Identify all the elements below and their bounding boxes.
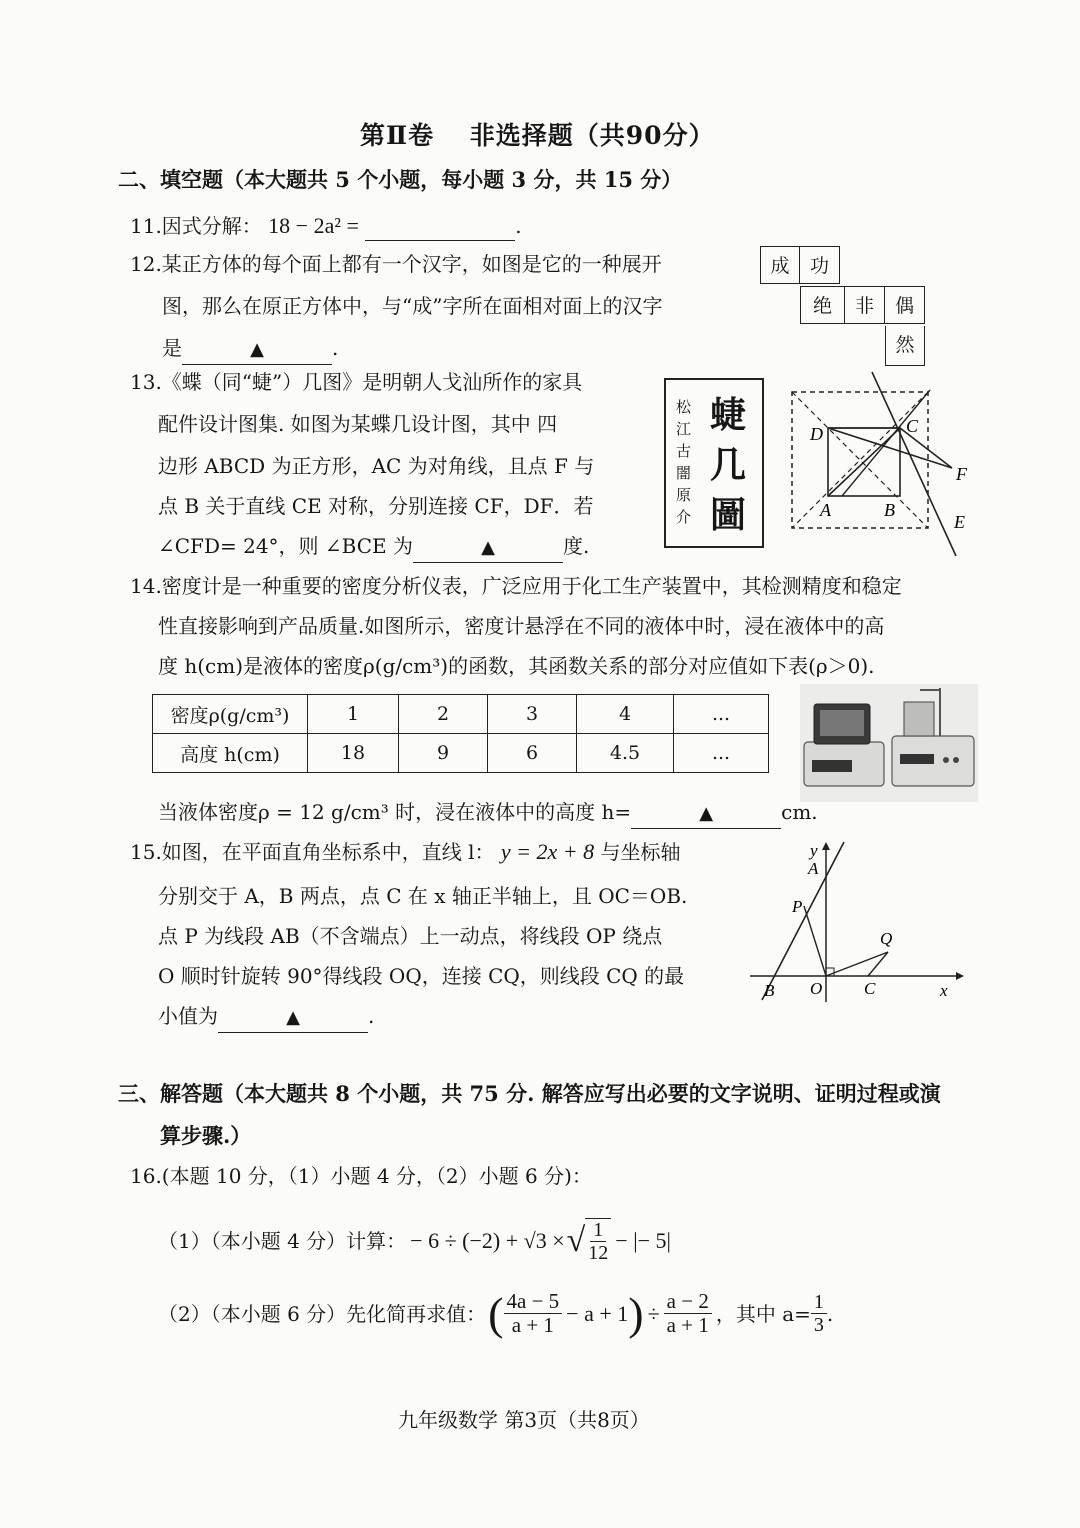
q12-line3: 是 ▲ . bbox=[162, 334, 338, 365]
beaker-right bbox=[904, 702, 934, 736]
table-cell: 1 bbox=[308, 695, 399, 734]
section2-heading: 二、填空题（本大题共 5 个小题，每小题 3 分，共 15 分） bbox=[118, 167, 683, 192]
q16-part1 bbox=[158, 1218, 671, 1264]
q15-line1-text: 15.如图，在平面直角坐标系中，直线 l： bbox=[130, 840, 495, 864]
seal-side-text: 松江古闇原介 bbox=[676, 398, 692, 526]
q11-text: 11.因式分解： bbox=[130, 214, 262, 238]
table-cell: 6 bbox=[488, 734, 577, 773]
label-C: C bbox=[864, 979, 876, 998]
q14-line2: 性直接影响到产品质量.如图所示，密度计悬浮在不同的液体中时，浸在液体中的高 bbox=[158, 614, 885, 638]
label-Q: Q bbox=[880, 929, 893, 948]
q16-part1-label: （1）（本小题 4 分）计算： bbox=[158, 1229, 407, 1253]
section3-heading-line2: 算步骤.） bbox=[160, 1123, 252, 1148]
q13-line3: 边形 ABCD 为正方形，AC 为对角线，且点 F 与 bbox=[158, 454, 595, 478]
table-header-height: 高度 h(cm) bbox=[153, 734, 308, 773]
net-cell-5: 偶 bbox=[885, 286, 925, 324]
blank-mark: ▲ bbox=[481, 537, 495, 558]
q15-line3: 点 P 为线段 AB（不含端点）上一动点，将线段 OP 绕点 bbox=[158, 924, 663, 948]
scale-button bbox=[943, 757, 949, 763]
q16-part2-end: . bbox=[826, 1301, 834, 1326]
label-F: F bbox=[956, 464, 967, 484]
right-paren: ) bbox=[628, 1287, 644, 1339]
q16-part2-middle: − a + 1 bbox=[566, 1300, 629, 1326]
q16-part1-expr-a: − 6 ÷ (−2) + √3 × bbox=[410, 1228, 565, 1253]
net-cell-3: 绝 bbox=[800, 286, 845, 324]
table-row bbox=[153, 695, 769, 734]
x-axis-arrow bbox=[956, 972, 964, 980]
q14-answer-line bbox=[158, 798, 818, 829]
q16-part1-expr-b: − |− 5| bbox=[615, 1228, 671, 1253]
q11-answer-blank[interactable] bbox=[365, 212, 515, 241]
label-C: C bbox=[906, 416, 919, 436]
page-title: 第Ⅱ卷 非选择题（共90分） bbox=[360, 121, 715, 150]
label-B: B bbox=[764, 981, 775, 1000]
label-A: A bbox=[820, 500, 831, 520]
section3-heading-line1: 三、解答题（本大题共 8 个小题，共 75 分. 解答应写出必要的文字说明、证明过程或演 bbox=[118, 1081, 941, 1106]
q11-expr: 18 − 2a² = bbox=[268, 213, 359, 238]
label-A: A bbox=[808, 859, 819, 878]
q13-line2: 配件设计图集. 如图为某蝶几设计图，其中 四 bbox=[158, 412, 558, 436]
value-numerator: 1 bbox=[811, 1291, 827, 1314]
fraction-1-numerator: 4a − 5 bbox=[504, 1290, 563, 1314]
q16-head: 16.(本题 10 分，（1）小题 4 分，（2）小题 6 分)： bbox=[130, 1164, 592, 1188]
net-cell-6: 然 bbox=[885, 326, 925, 366]
label-E: E bbox=[954, 512, 965, 532]
liquid-left bbox=[820, 710, 864, 736]
q13-line5-text: ∠CFD= 24°，则 ∠BCE 为 bbox=[158, 534, 413, 558]
q15-line5: 小值为 ▲ . bbox=[158, 1002, 374, 1033]
radical-sign: √ bbox=[566, 1222, 586, 1259]
seal-title-text: 蜨几圖 bbox=[710, 394, 747, 536]
q16-part2-where: ，其中 a= bbox=[715, 1301, 811, 1326]
blank-mark: ▲ bbox=[250, 339, 264, 360]
fraction-1 bbox=[504, 1290, 563, 1337]
label-D: D bbox=[810, 424, 823, 444]
table-row bbox=[153, 734, 769, 773]
net-cell-4: 非 bbox=[845, 286, 885, 324]
line-through-c bbox=[842, 390, 930, 496]
y-axis-arrow bbox=[822, 842, 830, 850]
q15-line5-text: 小值为 bbox=[158, 1004, 218, 1028]
table-cell: ... bbox=[674, 695, 769, 734]
q15-line2: 分别交于 A，B 两点，点 C 在 x 轴正半轴上，且 OC＝OB. bbox=[158, 884, 688, 908]
q13-figure bbox=[780, 370, 980, 560]
blank-mark: ▲ bbox=[286, 1007, 300, 1028]
left-paren: ( bbox=[488, 1287, 504, 1339]
blank-mark: ▲ bbox=[699, 803, 714, 824]
fraction-1-denominator: a + 1 bbox=[511, 1313, 554, 1338]
q13-line1: 13.《蝶（同“蜨”）几图》是明朝人戈汕所作的家具 bbox=[130, 370, 583, 394]
q14-line3: 度 h(cm)是液体的密度ρ(g/cm³)的函数，其函数关系的部分对应值如下表(ρ＞0). bbox=[158, 654, 875, 678]
table-cell: 9 bbox=[399, 734, 488, 773]
q14-line1: 14.密度计是一种重要的密度分析仪表，广泛应用于化工生产装置中，其检测精度和稳定 bbox=[130, 574, 902, 598]
q14-answer-text: 当液体密度ρ = 12 g/cm³ 时，浸在液体中的高度 h= bbox=[158, 800, 632, 824]
q15-line4: O 顺时针旋转 90°得线段 OQ，连接 CQ，则线段 CQ 的最 bbox=[158, 964, 685, 988]
net-cell-1: 成 bbox=[760, 246, 800, 284]
seal-image bbox=[664, 378, 764, 548]
fraction-2-denominator: a + 1 bbox=[666, 1313, 709, 1338]
net-cell-2: 功 bbox=[800, 246, 840, 284]
q16-part2 bbox=[158, 1287, 834, 1339]
q15-answer-blank[interactable] bbox=[218, 1002, 368, 1033]
divide-sign: ÷ bbox=[647, 1300, 660, 1326]
page-footer: 九年级数学 第3页（共8页） bbox=[398, 1408, 650, 1432]
q16-part2-label: （2）（本小题 6 分）先化简再求值： bbox=[158, 1301, 487, 1326]
fraction-numerator: 1 bbox=[590, 1219, 606, 1242]
fraction-2-numerator: a − 2 bbox=[664, 1290, 712, 1314]
density-meter-photo bbox=[800, 684, 978, 802]
value-denominator: 3 bbox=[813, 1314, 824, 1337]
question-11: 11.因式分解： 18 − 2a² = . bbox=[130, 212, 522, 241]
label-B: B bbox=[884, 500, 895, 520]
density-table bbox=[152, 694, 769, 773]
q12-line2: 图，那么在原正方体中，与“成”字所在面相对面上的汉字 bbox=[162, 294, 663, 318]
q12-line1: 12.某正方体的每个面上都有一个汉字，如图是它的一种展开 bbox=[130, 252, 662, 276]
fraction bbox=[585, 1218, 611, 1264]
table-header-density: 密度ρ(g/cm³) bbox=[153, 695, 308, 734]
q13-line4: 点 B 关于直线 CE 对称，分别连接 CF，DF．若 bbox=[158, 494, 594, 518]
q13-line5 bbox=[158, 532, 589, 563]
segment-OP bbox=[804, 906, 826, 976]
label-y: y bbox=[810, 841, 818, 860]
table-cell: 4.5 bbox=[577, 734, 674, 773]
scale-display-left bbox=[812, 760, 852, 772]
label-O: O bbox=[810, 979, 823, 998]
table-cell: 18 bbox=[308, 734, 399, 773]
q12-line3-text: 是 bbox=[162, 336, 182, 360]
scale-display-right bbox=[900, 754, 934, 764]
value-fraction bbox=[811, 1291, 827, 1336]
q15-coordinate-figure bbox=[746, 836, 966, 1006]
fraction-2 bbox=[664, 1290, 712, 1337]
table-cell: 4 bbox=[577, 695, 674, 734]
table-cell: 3 bbox=[488, 695, 577, 734]
q16-sqrt-fraction bbox=[567, 1218, 612, 1264]
table-cell: ... bbox=[674, 734, 769, 773]
fraction-denominator: 12 bbox=[588, 1242, 609, 1264]
scale-button bbox=[953, 757, 959, 763]
line-df bbox=[828, 428, 952, 468]
q14-unit: cm. bbox=[781, 800, 818, 824]
q13-unit: 度. bbox=[562, 534, 590, 558]
q14-answer-blank[interactable] bbox=[631, 798, 781, 829]
q15-line1 bbox=[130, 838, 681, 866]
label-x: x bbox=[940, 981, 948, 1000]
q12-answer-blank[interactable] bbox=[182, 334, 332, 365]
q15-equation: y = 2x + 8 bbox=[500, 839, 595, 864]
q13-answer-blank[interactable] bbox=[413, 532, 563, 563]
q15-line1-tail: 与坐标轴 bbox=[600, 840, 681, 864]
table-cell: 2 bbox=[399, 695, 488, 734]
label-P: P bbox=[792, 897, 803, 916]
